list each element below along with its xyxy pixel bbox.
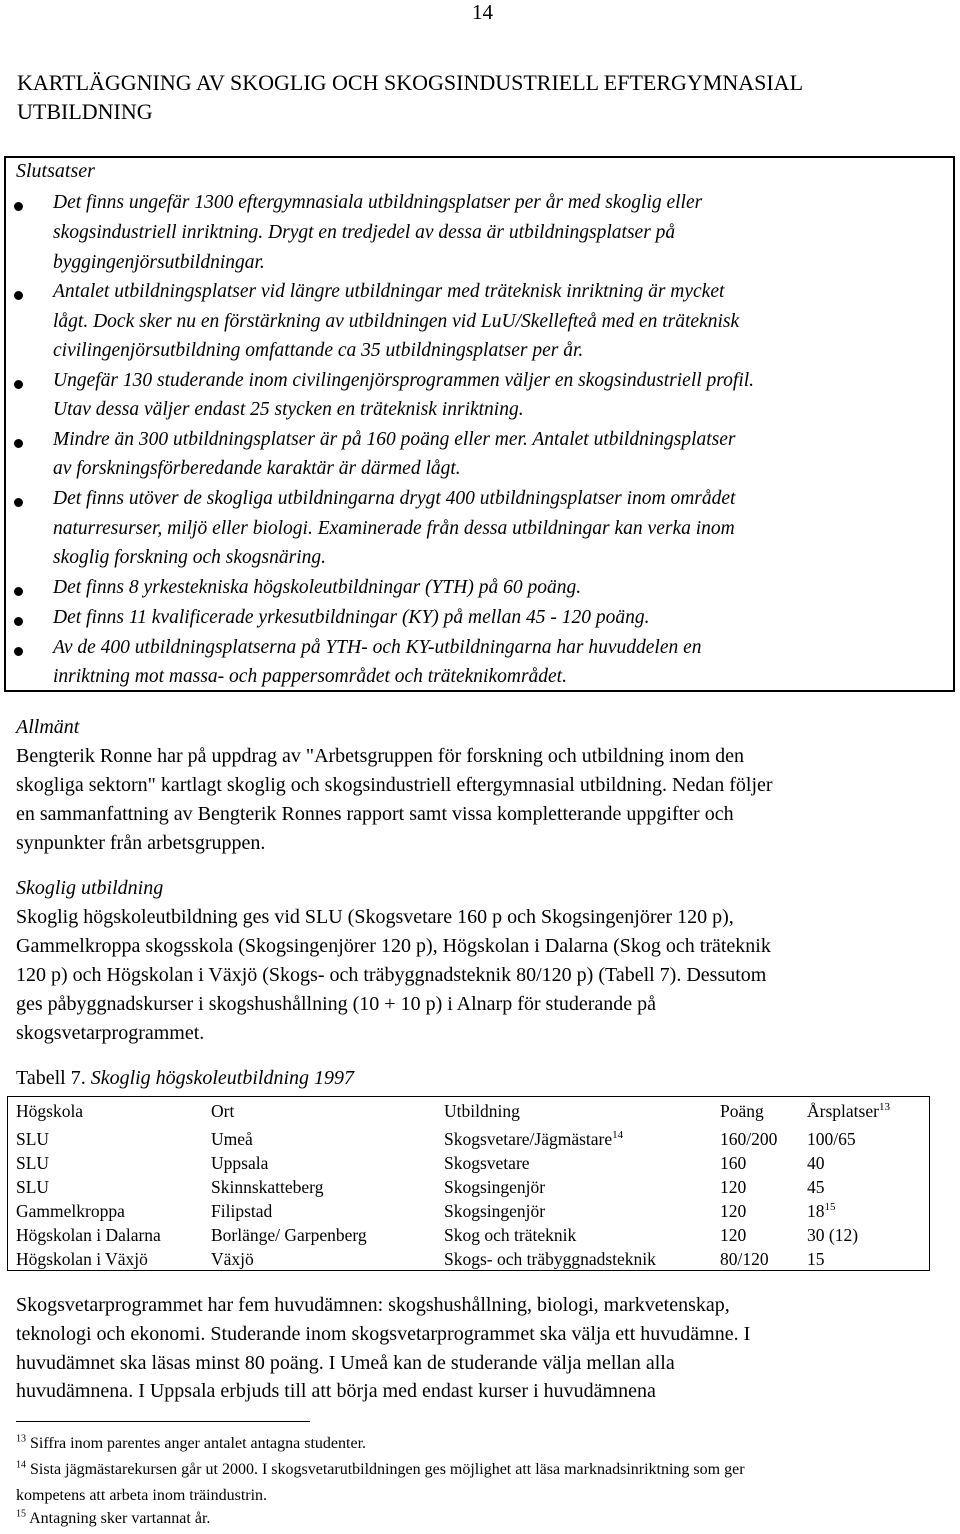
- title-line: UTBILDNING: [17, 99, 153, 124]
- title-line: KARTLÄGGNING AV SKOGLIG OCH SKOGSINDUSTRIELL EFTERGYMNASIAL: [17, 70, 804, 95]
- document-title: [17, 68, 937, 126]
- paragraph-line: Gammelkroppa skogsskola (Skogsingenjörer 120 p), Högskolan i Dalarna (Skog och träteknik: [16, 935, 771, 957]
- header-place: Ort: [211, 1101, 235, 1121]
- bullet-icon: [14, 647, 23, 656]
- paragraph-line: skogsvetarprogrammet.: [16, 1022, 205, 1044]
- cell-points: 160/200: [720, 1129, 778, 1149]
- paragraph-line: Skogsvetarprogrammet har fem huvudämnen: skogshushållning, biologi, markvetenskap,: [16, 1294, 730, 1316]
- cell-program: Skog och träteknik: [444, 1225, 577, 1245]
- cell-places: 100/65: [807, 1129, 856, 1149]
- header-school: Högskola: [16, 1101, 84, 1121]
- bullet-line: naturresurser, miljö eller biologi. Examinerade från dessa utbildningar kan verka inom: [53, 518, 735, 539]
- cell-points: 120: [720, 1201, 747, 1221]
- cell-place: Umeå: [211, 1129, 253, 1149]
- bullet-line: Det finns 11 kvalificerade yrkesutbildningar (KY) på mellan 45 - 120 poäng.: [53, 607, 650, 628]
- bullet-line: Utav dessa väljer endast 25 stycken en träteknisk inriktning.: [53, 399, 524, 420]
- bullet-line: Det finns 8 yrkestekniska högskoleutbildningar (YTH) på 60 poäng.: [53, 577, 582, 598]
- cell-place: Filipstad: [211, 1201, 273, 1221]
- cell-places: 15: [807, 1249, 825, 1269]
- bullet-line: Det finns ungefär 1300 eftergymnasiala utbildningsplatser per år med skoglig eller: [53, 192, 703, 213]
- header-places: Årsplatser$^{13}$: [807, 1101, 890, 1121]
- paragraph-line: 120 p) och Högskolan i Växjö (Skogs- och träbyggnadsteknik 80/120 p) (Tabell 7). Dessutom: [16, 964, 767, 986]
- bullet-line: av forskningsförberedande karaktär är därmed lågt.: [53, 458, 461, 479]
- bullet-line: byggingenjörsutbildningar.: [53, 252, 265, 273]
- cell-place: Skinnskatteberg: [211, 1177, 324, 1197]
- bullet-icon: [14, 291, 23, 300]
- cell-points: 120: [720, 1225, 747, 1245]
- header-program: Utbildning: [444, 1101, 520, 1121]
- cell-school: Högskolan i Dalarna: [16, 1225, 161, 1245]
- cell-places: $18^{15}$: [807, 1201, 836, 1221]
- bullet-icon: [14, 439, 23, 448]
- cell-points: 80/120: [720, 1249, 769, 1269]
- conclusions-heading: Slutsatser: [16, 160, 95, 182]
- header-points: Poäng: [720, 1101, 764, 1121]
- cell-school: Högskolan i Växjö: [16, 1249, 148, 1269]
- bullet-line: civilingenjörsutbildning omfattande ca 35 utbildningsplatser per år.: [53, 340, 584, 361]
- bullet-line: Det finns utöver de skogliga utbildningarna drygt 400 utbildningsplatser inom området: [53, 488, 736, 509]
- cell-school: SLU: [16, 1129, 50, 1149]
- footnote-ref: 15: [824, 1201, 836, 1214]
- cell-place: Borlänge/ Garpenberg: [211, 1225, 367, 1245]
- paragraph-line: en sammanfattning av Bengterik Ronnes rapport samt vissa kompletterande uppgifter och: [16, 803, 734, 825]
- paragraph-line: skogliga sektorn" kartlagt skoglig och skogsindustriell eftergymnasial utbildning. Nedan följer: [16, 774, 773, 796]
- forest-education-heading: Skoglig utbildning: [16, 877, 164, 899]
- paragraph-line: synpunkter från arbetsgruppen.: [16, 832, 266, 854]
- bullet-line: Antalet utbildningsplatser vid längre utbildningar med träteknisk inriktning är mycket: [53, 281, 725, 302]
- cell-school: Gammelkroppa: [16, 1201, 125, 1221]
- footnote-ref: 13: [878, 1101, 890, 1114]
- cell-places: 45: [807, 1177, 825, 1197]
- table-caption: [16, 1067, 354, 1090]
- paragraph-line: teknologi och ekonomi. Studerande inom skogsvetarprogrammet ska välja ett huvudämne. I: [16, 1323, 751, 1345]
- bullet-line: Ungefär 130 studerande inom civilingenjörsprogrammen väljer en skogsindustriell profil.: [53, 370, 755, 391]
- table-caption-label: Tabell 7.: [16, 1067, 86, 1089]
- footnote-ref: 14: [612, 1129, 624, 1142]
- paragraph-line: Bengterik Ronne har på uppdrag av "Arbetsgruppen för forskning och utbildning inom den: [16, 745, 745, 767]
- paragraph-line: huvudämnet ska läsas minst 80 poäng. I Umeå kan de studerande välja mellan alla: [16, 1352, 675, 1374]
- bullet-icon: [14, 380, 23, 389]
- cell-places: 30 (12): [807, 1225, 859, 1245]
- cell-program: Skogsingenjör: [444, 1201, 546, 1221]
- footnote: $^{13}$ Siffra inom parentes anger antalet antagna studenter.: [16, 1433, 367, 1452]
- cell-places: 40: [807, 1153, 825, 1173]
- bullet-line: Av de 400 utbildningsplatserna på YTH- och KY-utbildningarna har huvuddelen en: [53, 637, 702, 658]
- bullet-line: inriktning mot massa- och pappersområdet och träteknikområdet.: [53, 666, 567, 687]
- cell-program: Skogsvetare/Jägmästare$^{14}$: [444, 1129, 624, 1149]
- bullet-line: Mindre än 300 utbildningsplatser är på 160 poäng eller mer. Antalet utbildningsplatser: [53, 429, 736, 450]
- table-caption-title: Skoglig högskoleutbildning 1997: [90, 1067, 354, 1089]
- bullet-icon: [14, 617, 23, 626]
- general-heading: Allmänt: [16, 716, 80, 738]
- bullet-line: skoglig forskning och skogsnäring.: [53, 547, 326, 568]
- cell-program: Skogsingenjör: [444, 1177, 546, 1197]
- bullet-icon: [14, 587, 23, 596]
- footnote-divider: [16, 1421, 310, 1422]
- footnote: $^{14}$ Sista jägmästarekursen går ut 2000. I skogsvetarutbildningen ges möjlighet att läsa marknadsinriktning som ger: [16, 1459, 745, 1478]
- cell-place: Uppsala: [211, 1153, 269, 1173]
- cell-school: SLU: [16, 1177, 50, 1197]
- cell-place: Växjö: [211, 1249, 254, 1269]
- page-number: 14: [472, 0, 493, 24]
- bullet-icon: [14, 498, 23, 507]
- bullet-line: skogsindustriell inriktning. Drygt en tredjedel av dessa är utbildningsplatser på: [53, 222, 676, 243]
- footnote: $^{15}$ Antagning sker vartannat år.: [16, 1508, 211, 1527]
- bullet-icon: [14, 202, 23, 211]
- cell-program: Skogs- och träbyggnadsteknik: [444, 1249, 656, 1269]
- paragraph-line: ges påbyggnadskurser i skogshushållning (10 + 10 p) i Alnarp för studerande på: [16, 993, 657, 1015]
- cell-points: 160: [720, 1153, 747, 1173]
- paragraph-line: Skoglig högskoleutbildning ges vid SLU (Skogsvetare 160 p och Skogsingenjörer 120 p),: [16, 906, 734, 928]
- cell-program: Skogsvetare: [444, 1153, 530, 1173]
- bullet-line: lågt. Dock sker nu en förstärkning av utbildningen vid LuU/Skellefteå med en träteknisk: [53, 311, 740, 332]
- paragraph-line: huvudämnena. I Uppsala erbjuds till att börja med endast kurser i huvudämnena: [16, 1380, 656, 1402]
- cell-school: SLU: [16, 1153, 50, 1173]
- footnote: kompetens att arbeta inom träindustrin.: [16, 1487, 268, 1504]
- cell-points: 120: [720, 1177, 747, 1197]
